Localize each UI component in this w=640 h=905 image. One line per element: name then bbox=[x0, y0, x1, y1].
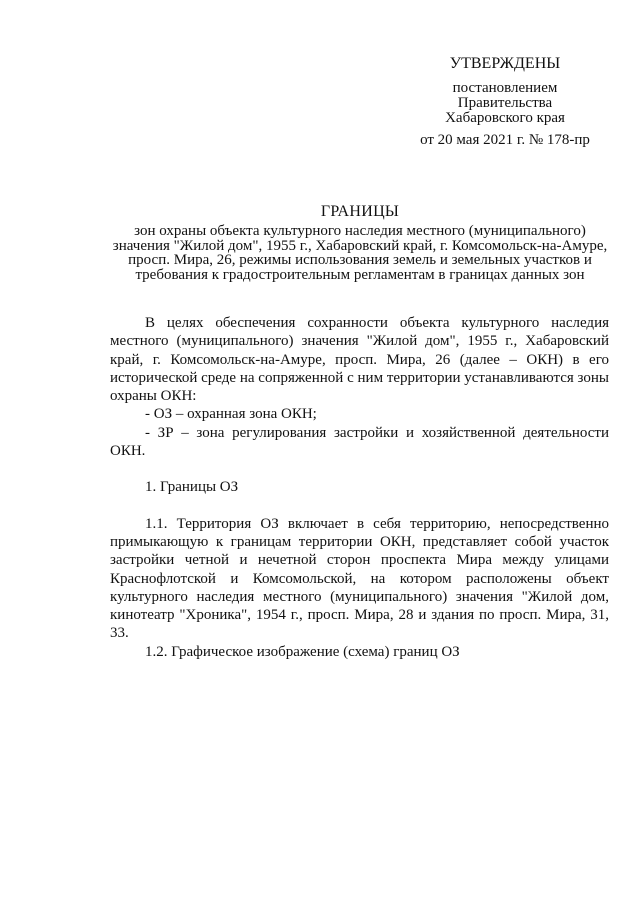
document-subtitle bbox=[95, 224, 625, 282]
approval-block bbox=[400, 56, 610, 148]
zone-list-item-zr: - ЗР – зона регулирования застройки и хозяйственной деятельности ОКН. bbox=[110, 424, 609, 460]
subtitle-line-4: требования к градостроительным регламентам в границах данных зон bbox=[135, 266, 585, 283]
spacer bbox=[110, 497, 609, 515]
approval-line-1: постановлением bbox=[452, 80, 558, 96]
subtitle-line-2: значения "Жилой дом", 1955 г., Хабаровский край, г. Комсомольск-на-Амуре, bbox=[112, 237, 608, 254]
section-1-2-paragraph: 1.2. Графическое изображение (схема) границ ОЗ bbox=[145, 643, 460, 660]
document-body bbox=[110, 314, 609, 661]
approval-date: от 20 мая 2021 г. № 178-пр bbox=[420, 132, 590, 148]
approval-line-3: Хабаровского края bbox=[445, 110, 565, 126]
subtitle-line-3: просп. Мира, 26, режимы использования земель и земельных участков и bbox=[128, 252, 592, 268]
section-1-1-paragraph: 1.1. Территория ОЗ включает в себя территорию, непосредственно примыкающую к границам территории ОКН, представляет собой участок застройки четной и нечетной сторон проспекта Мира между улицами Краснофлотской и Комсомольской, на котором расположены объект культурного наследия местного (муниципального) значения "Жилой дом, кинотеатр "Хроника", 1954 г., просп. Мира, 28 и здания по просп. Мира, 31, 33. bbox=[110, 515, 609, 642]
zone-list-item-oz: - ОЗ – охранная зона ОКН; bbox=[145, 406, 317, 423]
approval-line-2: Правительства bbox=[457, 95, 553, 111]
section-1-heading: 1. Границы ОЗ bbox=[145, 479, 239, 496]
approval-heading: УТВЕРЖДЕНЫ bbox=[449, 55, 561, 72]
subtitle-line-1: зон охраны объекта культурного наследия местного (муниципального) bbox=[134, 223, 586, 239]
document-title: ГРАНИЦЫ bbox=[320, 203, 400, 220]
spacer bbox=[110, 460, 609, 478]
intro-paragraph: В целях обеспечения сохранности объекта культурного наследия местного (муниципального) значения "Жилой дом", 1955 г., Хабаровский край, г. Комсомольск-на-Амуре, просп. Мира, 26 (далее – ОКН) в его исторической среде на сопряженной с ним территории устанавливаются зоны охраны ОКН: bbox=[110, 315, 609, 405]
